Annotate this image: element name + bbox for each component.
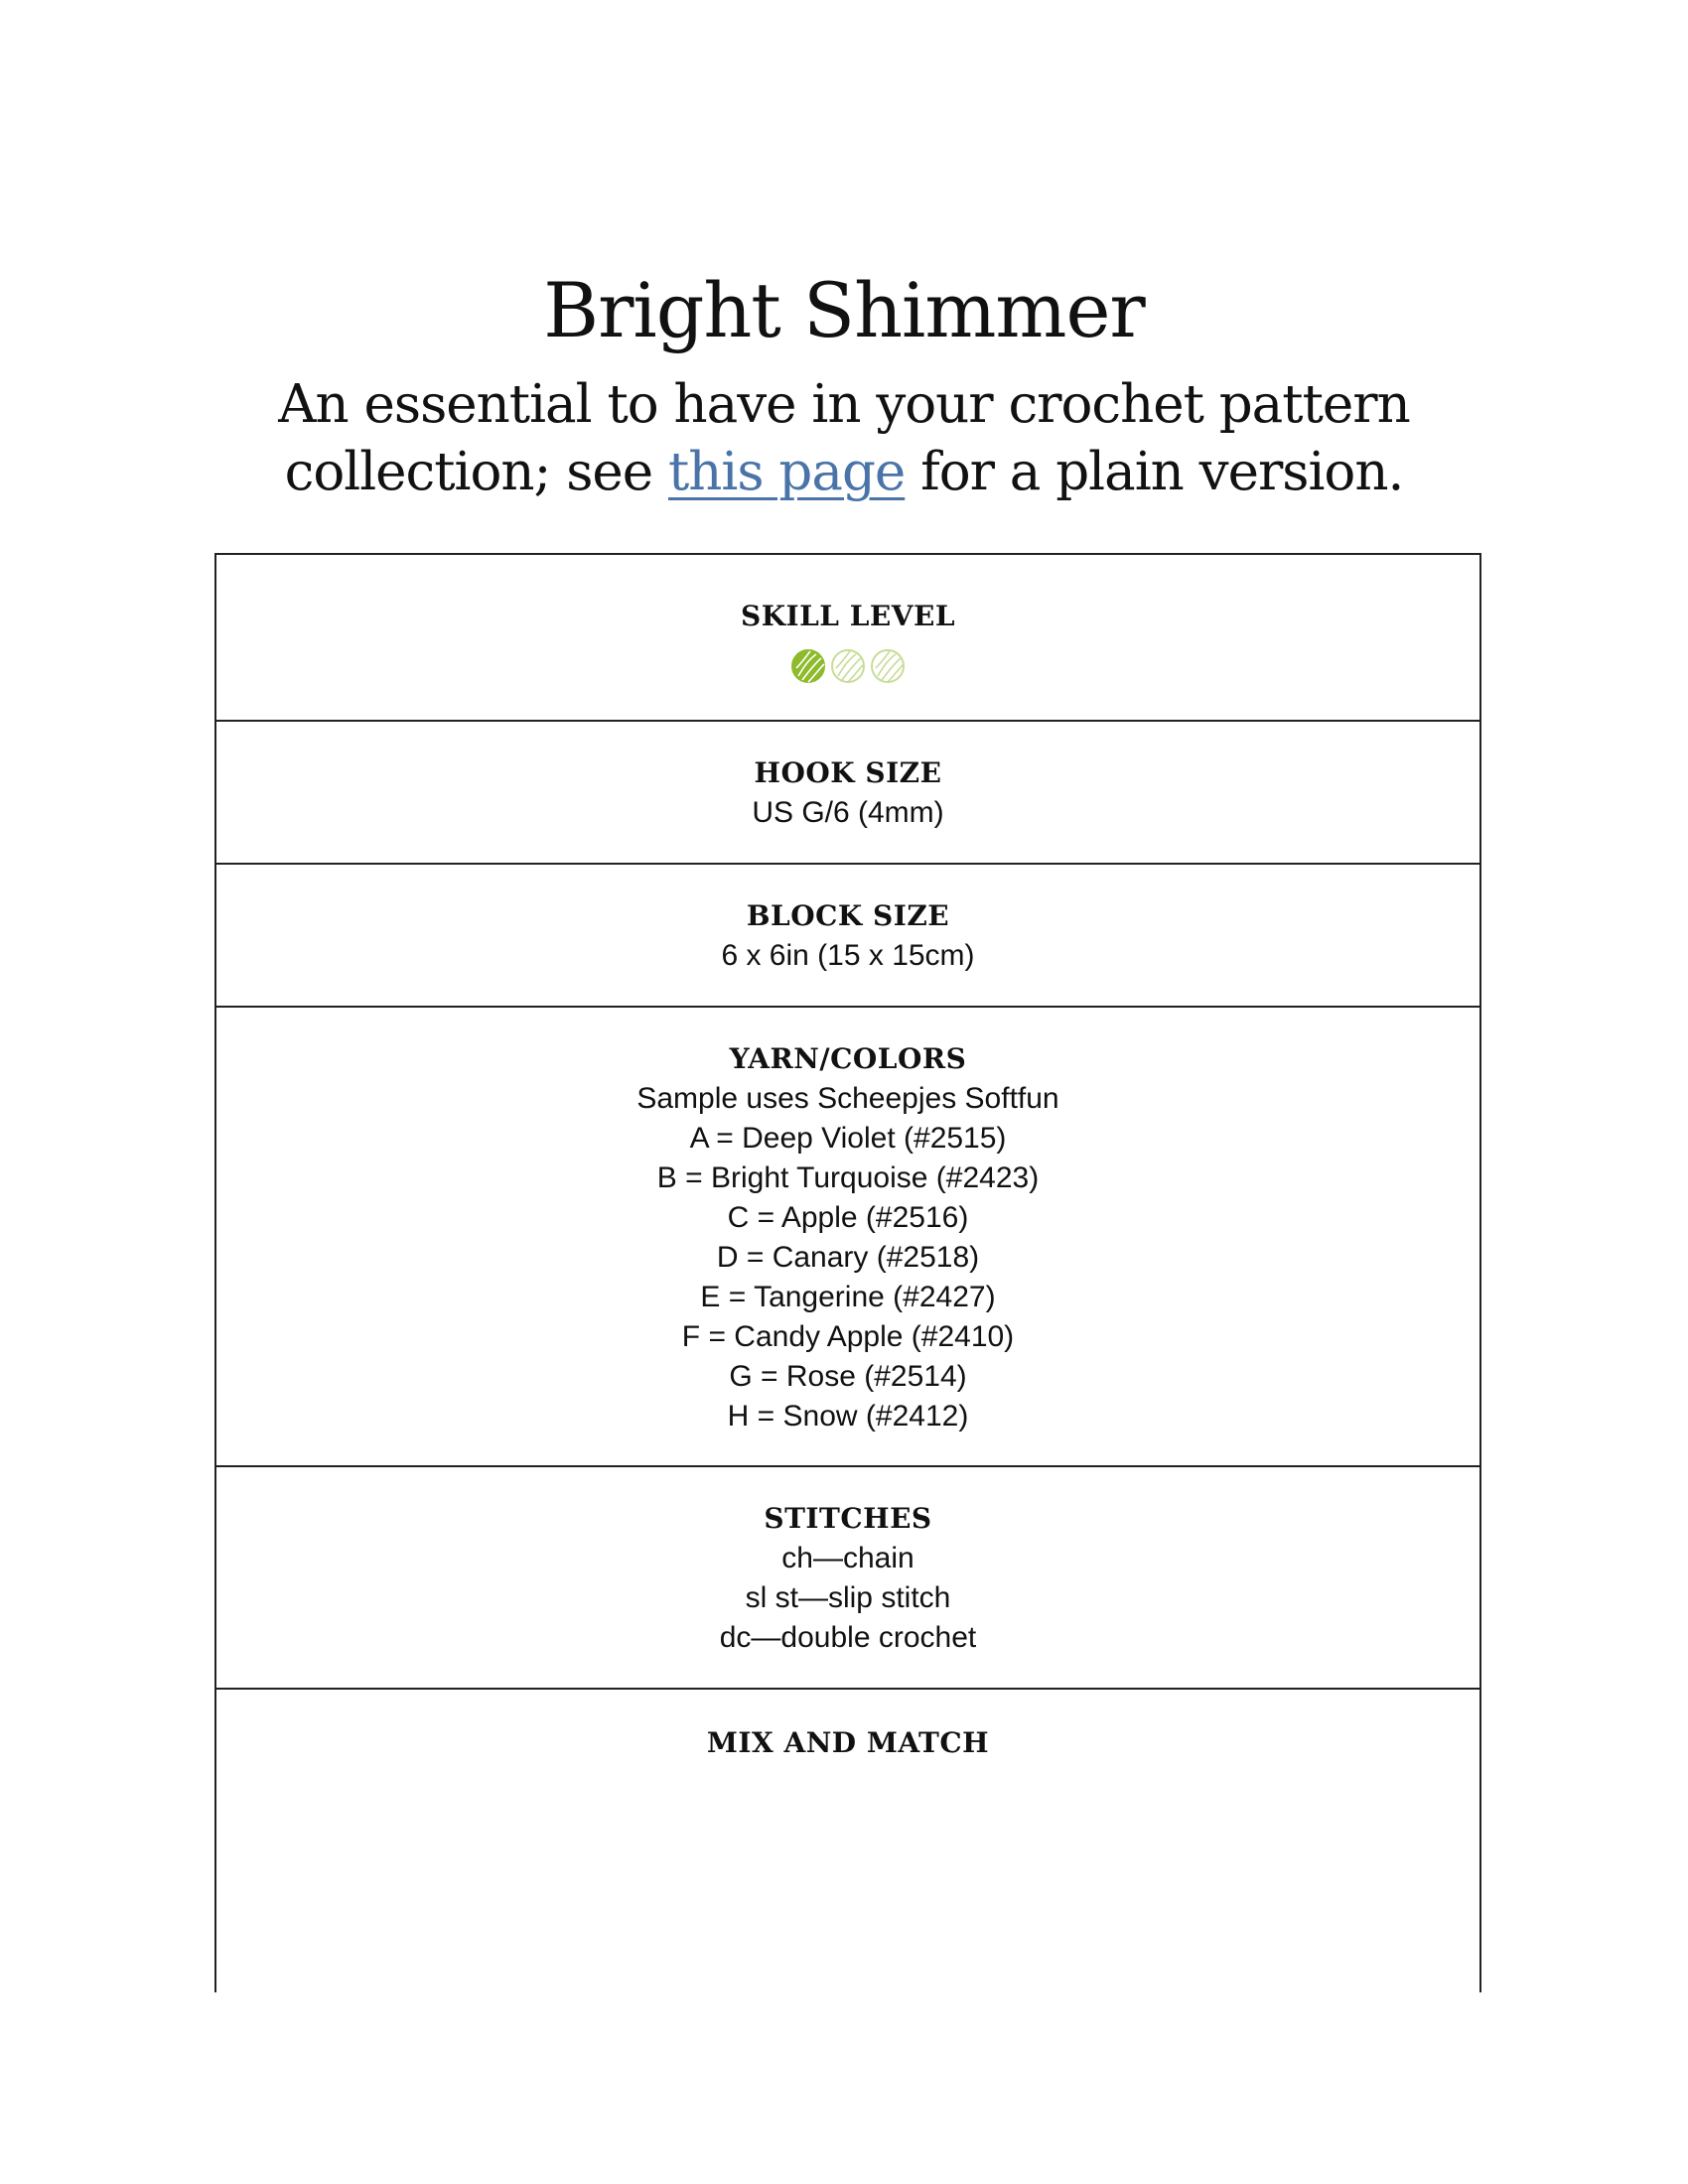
- mix-and-match-heading: MIX AND MATCH: [706, 1726, 990, 1759]
- yarn-line: C = Apple (#2516): [727, 1201, 969, 1234]
- stitch-line: dc—double crochet: [719, 1621, 977, 1654]
- subtitle-text-after: for a plain version.: [905, 442, 1404, 502]
- plain-version-link[interactable]: this page: [667, 442, 906, 502]
- mix-and-match-row: [216, 1690, 1479, 1994]
- yarn-ball-icon: [790, 648, 826, 684]
- yarn-line: Sample uses Scheepjes Softfun: [636, 1082, 1059, 1115]
- stitches-heading: STITCHES: [764, 1502, 932, 1535]
- yarn-line: D = Canary (#2518): [716, 1241, 980, 1274]
- yarn-colors-row: [216, 1008, 1479, 1467]
- yarn-line: E = Tangerine (#2427): [700, 1281, 996, 1313]
- yarn-line: F = Candy Apple (#2410): [681, 1320, 1015, 1353]
- stitch-line: sl st—slip stitch: [745, 1581, 951, 1614]
- yarn-line: H = Snow (#2412): [727, 1400, 969, 1433]
- subtitle-text-before: An essential to have in your crochet pattern collection; see: [278, 374, 1410, 502]
- block-size-heading: BLOCK SIZE: [746, 899, 950, 932]
- yarn-line: B = Bright Turquoise (#2423): [656, 1161, 1040, 1194]
- yarn-ball-icon: [830, 648, 866, 684]
- hook-size-row: [216, 722, 1479, 865]
- page-subtitle: [228, 371, 1460, 506]
- skill-level-row: [216, 555, 1479, 722]
- stitches-row: [216, 1467, 1479, 1690]
- skill-level-heading: SKILL LEVEL: [740, 600, 956, 632]
- page-title: Bright Shimmer: [543, 266, 1145, 354]
- block-size-value: 6 x 6in (15 x 15cm): [721, 939, 975, 972]
- hook-size-value: US G/6 (4mm): [752, 796, 944, 829]
- yarn-line: A = Deep Violet (#2515): [689, 1122, 1007, 1155]
- yarn-colors-heading: YARN/COLORS: [729, 1042, 967, 1075]
- stitch-line: ch—chain: [781, 1542, 914, 1574]
- block-size-row: [216, 865, 1479, 1008]
- hook-size-heading: HOOK SIZE: [754, 756, 942, 789]
- pattern-spec-table: [214, 553, 1481, 1992]
- yarn-line: G = Rose (#2514): [729, 1360, 967, 1393]
- yarn-ball-icon: [870, 648, 906, 684]
- skill-level-rating: [216, 648, 1479, 684]
